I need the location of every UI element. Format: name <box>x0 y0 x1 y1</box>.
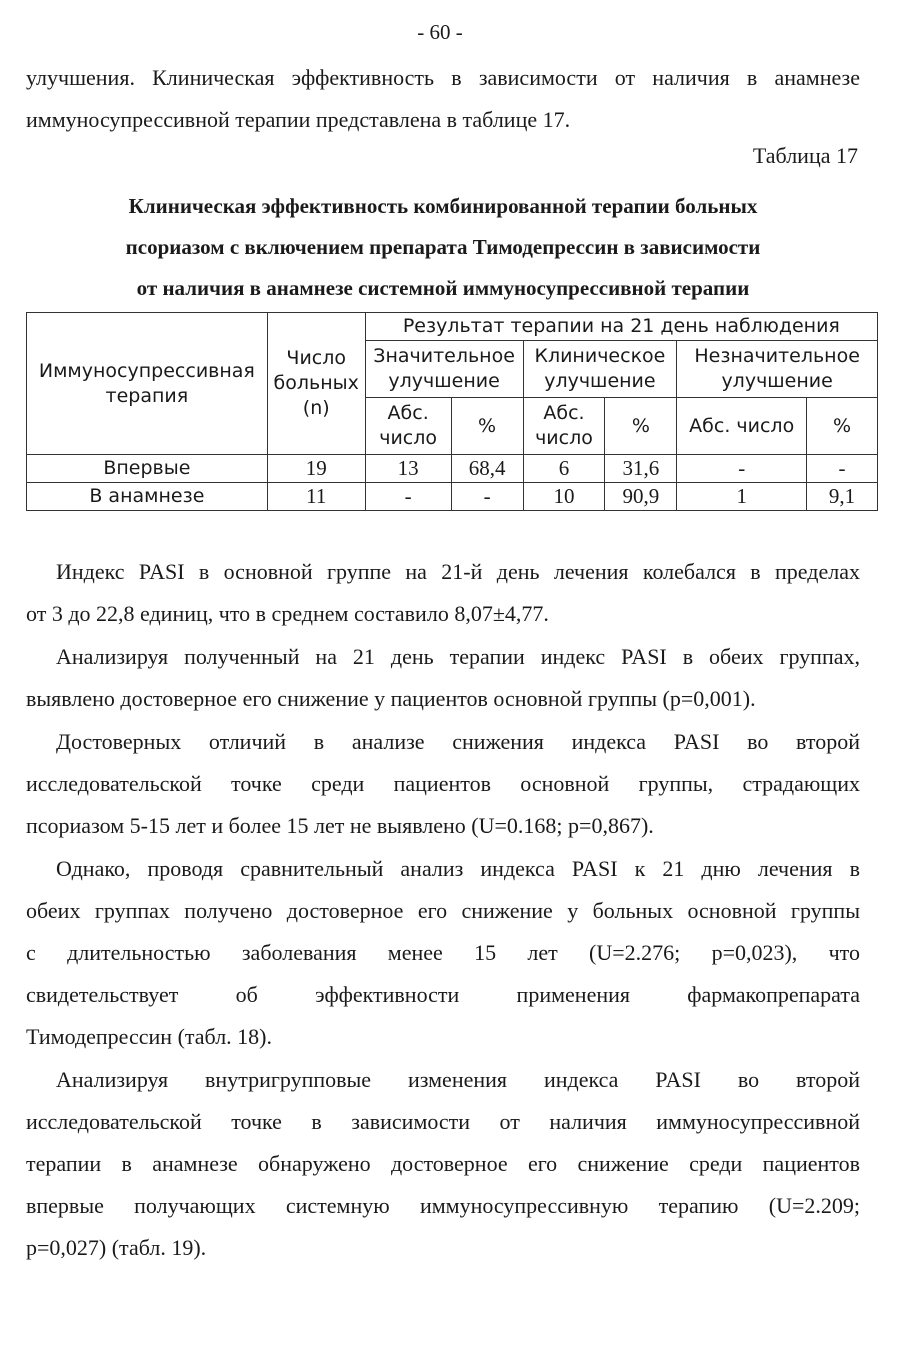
header-significant: Значительное улучшение <box>365 341 523 398</box>
row-clinical-pct: 31,6 <box>605 455 677 483</box>
paragraph-3-line-1: Достоверных отличий в анализе снижения индекса PASI во второй <box>56 729 860 754</box>
row-n: 11 <box>267 483 365 511</box>
page-number: - 60 - <box>417 20 463 44</box>
header-abs: Абс. число <box>365 398 451 455</box>
header-therapy: Иммуносупрессивная терапия <box>27 313 268 455</box>
row-clinical-pct: 90,9 <box>605 483 677 511</box>
header-abs: Абс. число <box>523 398 605 455</box>
caption-line-1: Клиническая эффективность комбинированной терапии больных <box>128 194 758 218</box>
paragraph-4-line-3: с длительностью заболевания менее 15 лет (U=2.276; p=0,023), что <box>26 940 860 965</box>
paragraph-4-line-4: свидетельствует об эффективности применения фармакопрепарата <box>26 982 860 1007</box>
paragraph-4-line-5: Тимодепрессин (табл. 18). <box>26 1024 272 1049</box>
paragraph-5-line-5: p=0,027) (табл. 19). <box>26 1235 207 1260</box>
header-result: Результат терапии на 21 день наблюдения <box>365 313 877 341</box>
header-abs: Абс. число <box>677 398 807 455</box>
paragraph-4-line-2: обеих группах получено достоверное его снижение у больных основной группы <box>26 898 860 923</box>
paragraph-5-line-4: впервые получающих системную иммуносупрессивную терапию (U=2.209; <box>26 1193 860 1218</box>
paragraph-5-line-1: Анализируя внутригрупповые изменения индекса PASI во второй <box>56 1067 860 1092</box>
paragraph-3-line-3: псориазом 5-15 лет и более 15 лет не выявлено (U=0.168; p=0,867). <box>26 813 654 838</box>
row-significant-pct: 68,4 <box>451 455 523 483</box>
header-pct: % <box>807 398 878 455</box>
row-significant-abs: 13 <box>365 455 451 483</box>
table-caption <box>26 186 860 309</box>
header-pct: % <box>605 398 677 455</box>
intro-line-2: иммуносупрессивной терапии представлена в таблице 17. <box>26 107 571 132</box>
table-row <box>27 455 878 483</box>
paragraph-2-line-2: выявлено достоверное его снижение у пациентов основной группы (p=0,001). <box>26 686 756 711</box>
paragraph-5-line-2: исследовательской точке в зависимости от наличия иммуносупрессивной <box>26 1109 860 1134</box>
row-therapy: В анамнезе <box>27 483 268 511</box>
row-insignificant-pct: - <box>807 455 878 483</box>
caption-line-2: псориазом с включением препарата Тимодепрессин в зависимости <box>125 235 761 259</box>
row-significant-abs: - <box>365 483 451 511</box>
row-insignificant-abs: - <box>677 455 807 483</box>
paragraph-1-line-2: от 3 до 22,8 единиц, что в среднем составило 8,07±4,77. <box>26 601 549 626</box>
row-n: 19 <box>267 455 365 483</box>
row-clinical-abs: 6 <box>523 455 605 483</box>
paragraph-4-line-1: Однако, проводя сравнительный анализ индекса PASI к 21 дню лечения в <box>56 856 860 881</box>
paragraph-2-line-1: Анализируя полученный на 21 день терапии индекс PASI в обеих группах, <box>56 644 860 669</box>
header-clinical: Клиническое улучшение <box>523 341 677 398</box>
row-insignificant-abs: 1 <box>677 483 807 511</box>
intro-line-1: улучшения. Клиническая эффективность в зависимости от наличия в анамнезе <box>26 65 860 90</box>
header-patients: Число больных (n) <box>267 313 365 455</box>
header-insignificant: Незначительное улучшение <box>677 341 878 398</box>
results-table <box>26 312 878 511</box>
caption-line-3: от наличия в анамнезе системной иммуносупрессивной терапии <box>136 276 750 300</box>
paragraph-3-line-2: исследовательской точке среди пациентов основной группы, страдающих <box>26 771 860 796</box>
table-row <box>27 483 878 511</box>
row-insignificant-pct: 9,1 <box>807 483 878 511</box>
row-therapy: Впервые <box>27 455 268 483</box>
paragraph-1-line-1: Индекс PASI в основной группе на 21-й день лечения колебался в пределах <box>56 559 860 584</box>
table-label: Таблица 17 <box>752 143 858 168</box>
paragraph-5-line-3: терапии в анамнезе обнаружено достоверное его снижение среди пациентов <box>26 1151 860 1176</box>
header-pct: % <box>451 398 523 455</box>
row-significant-pct: - <box>451 483 523 511</box>
row-clinical-abs: 10 <box>523 483 605 511</box>
